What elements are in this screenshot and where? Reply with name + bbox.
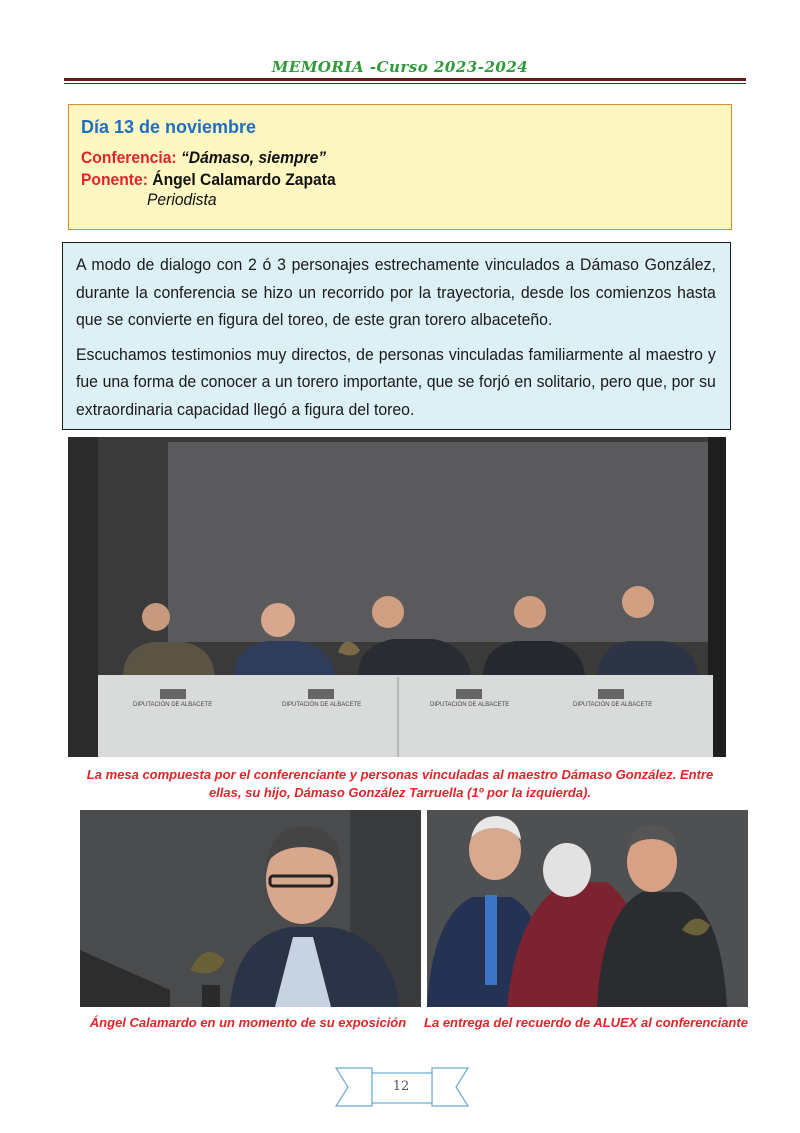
page-header-title: MEMORIA -Curso 2023-2024 <box>271 58 529 76</box>
conference-title: “Dámaso, siempre” <box>180 148 327 167</box>
event-date: Día 13 de noviembre <box>81 117 257 137</box>
speaker-photo <box>80 810 421 1007</box>
speaker-role: Periodista <box>147 190 217 209</box>
speaker-name: Ángel Calamardo Zapata <box>152 170 336 189</box>
panel-photo-caption <box>68 766 732 802</box>
event-info-box <box>68 104 732 230</box>
description-paragraph-1: A modo de dialogo con 2 ó 3 personajes estrechamente vinculados a Dámaso González, durante la conferencia se hizo un recorrido por la trayectoria, desde los comienzos hasta que se convierte en figura del toreo, de este gran torero albaceteño. <box>76 255 716 329</box>
banner-text-4: DIPUTACIÓN DE ALBACETE <box>573 702 653 708</box>
award-photo-caption: La entrega del recuerdo de ALUEX al conferenciante <box>424 1015 748 1030</box>
description-paragraph-2: Escuchamos testimonios muy directos, de personas vinculadas familiarmente al maestro y fue una forma de conocer a un torero importante, que se forjó en solitario, pero que, por su extraordinaria capacidad llegó a figura del toreo. <box>76 344 716 419</box>
panel-caption-line-1: La mesa compuesta por el conferenciante y personas vinculadas al maestro Dámaso González. Entre <box>86 767 714 782</box>
conference-label: Conferencia: <box>81 148 177 167</box>
banner-text-3: DIPUTACIÓN DE ALBACETE <box>430 702 510 708</box>
banner-text-2: DIPUTACIÓN DE ALBACETE <box>282 702 362 708</box>
banner-text-1: DIPUTACIÓN DE ALBACETE <box>133 702 213 708</box>
award-photo <box>427 810 748 1007</box>
panel-caption-line-2: ellas, su hijo, Dámaso González Tarruella (1º por la izquierda). <box>208 785 592 800</box>
page-number: 12 <box>392 1079 410 1094</box>
conference-line <box>81 148 668 168</box>
speaker-line <box>81 170 668 190</box>
speaker-photo-caption: Ángel Calamardo en un momento de su exposición <box>89 1015 407 1030</box>
speaker-label: Ponente: <box>81 170 148 189</box>
panel-photo <box>68 437 726 757</box>
header-divider <box>64 78 746 84</box>
description-box <box>62 242 731 430</box>
